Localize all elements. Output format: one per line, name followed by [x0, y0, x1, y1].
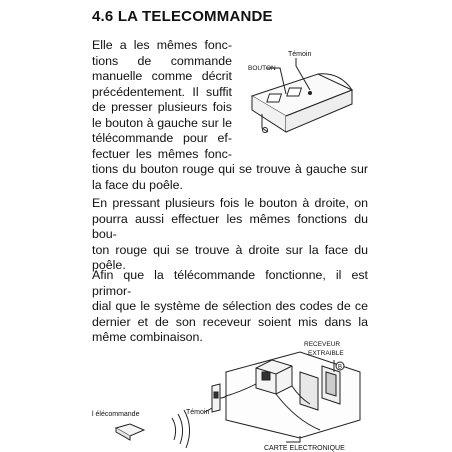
- p1-line-4: précédentement. Il suffit: [92, 84, 232, 99]
- p1-line-2: tions de commande: [92, 53, 232, 68]
- carte-label: CARTE ELECTRONIQUE: [264, 445, 345, 452]
- bouton-label: BOUTON: [248, 65, 276, 72]
- p1-line-9: tions du bouton rouge qui se trouve à gauche sur: [92, 162, 368, 176]
- transformer-top-icon: [262, 372, 270, 380]
- led-icon: [308, 91, 312, 95]
- p3-line-3: dernier et de son receveur soient mis dans la: [92, 314, 368, 329]
- socket-icon: [214, 392, 218, 398]
- temoin-bottom-label: Témoin: [186, 409, 210, 416]
- p1-line-6: le bouton à gauche sur le: [92, 115, 232, 130]
- p1-line-1: Elle a les mêmes fonc-: [92, 38, 232, 52]
- p3-line-1: Afin que la télécommande fonctionne, il est primor-: [92, 268, 368, 298]
- section-title: 4.6 LA TELECOMMANDE: [92, 8, 273, 25]
- receiver-label-line-2: EXTRAIBLE: [308, 350, 344, 357]
- p2-line-1: En pressant plusieurs fois le bouton à droite, on: [92, 196, 368, 210]
- p1-line-5: de presser plusieurs fois: [92, 100, 232, 114]
- remote-drawing: [252, 74, 352, 133]
- p3-line-2: dial que le système de sélection des codes de ce: [92, 299, 368, 313]
- p1-line-10: la face du poêle.: [92, 177, 183, 192]
- right-button-icon: [287, 88, 302, 96]
- p1-line-8: fectuer les mêmes fonc-: [92, 146, 232, 161]
- p3-line-4: même combinaison.: [92, 330, 203, 344]
- p1-line-3: manuelle comme décrit: [92, 69, 232, 83]
- p2-line-2: pourra aussi effectuer les mêmes fonctions du bou-: [92, 211, 368, 241]
- p2-line-3: ton rouge qui se trouve à droite sur la face du: [92, 242, 368, 257]
- remote-label: l élécommande: [92, 411, 140, 418]
- receiver-label-line-1: RECEVEUR: [304, 341, 341, 348]
- circle-b-label: B: [338, 364, 343, 371]
- p2-line-4: poêle.: [92, 258, 126, 272]
- temoin-label: Témoin: [288, 51, 312, 58]
- left-button-icon: [267, 94, 282, 102]
- p1-line-7: télécommande pour ef-: [92, 131, 232, 145]
